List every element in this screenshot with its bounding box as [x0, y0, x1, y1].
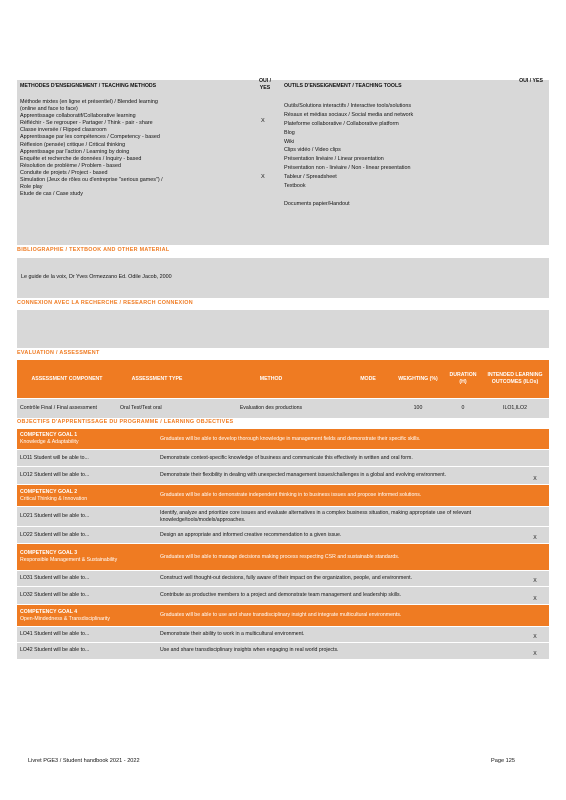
- learning-objective-code: LO22: [20, 531, 33, 538]
- teaching-tool-item: Textbook: [284, 183, 306, 190]
- learning-objective-mark: X: [521, 527, 549, 544]
- teaching-method-item: Apprentissage par les compétences / Competency - based: [20, 134, 160, 141]
- eval-header-component: ASSESSMENT COMPONENT: [17, 360, 117, 399]
- learning-objective-row: [17, 643, 549, 659]
- teaching-tool-item: Wiki: [284, 138, 295, 145]
- bibliography-text: Le guide de la voix, Dr Yves Ormezzano Ed. Odile Jacob, 2000: [21, 274, 172, 280]
- learning-objective-mark: X: [521, 587, 549, 605]
- teaching-method-item: Role play: [20, 184, 43, 191]
- competency-goal-mark: [521, 544, 549, 571]
- learning-objective-code: LO41: [20, 631, 33, 638]
- learning-objective-mark: X: [521, 571, 549, 587]
- teaching-tools-list: [284, 102, 514, 209]
- teaching-method-item: Classe inversée / Flipped classroom: [20, 127, 107, 134]
- footer-page-number: Page 125: [491, 758, 515, 764]
- competency-goal-mark: [521, 429, 549, 450]
- learning-objective-prefix: Student will be able to...: [34, 513, 90, 520]
- teaching-tools-yes-header: OUI / YES: [519, 78, 543, 84]
- competency-goal-text: Graduates will be able to use and share transdisciplinary insight and integrate multicultural environments.: [157, 605, 521, 627]
- learning-objective-row: [17, 507, 549, 527]
- eval-row-weighting: 100: [391, 399, 445, 418]
- teaching-method-item: Conduite de projets / Project - based: [20, 169, 108, 176]
- learning-objective-mark: X: [521, 467, 549, 485]
- evaluation-table: [17, 359, 549, 418]
- learning-objective-prefix: Student will be able to...: [34, 531, 90, 538]
- competency-goal-subtitle: Knowledge & Adaptability: [20, 439, 79, 445]
- competency-goal-name: COMPETENCY GOAL 1: [20, 432, 78, 439]
- eval-header-duration: DURATION (H): [445, 360, 481, 399]
- teaching-method-item: Simulation (Jeux de rôles ou d'entreprise "serious games") /: [20, 177, 163, 184]
- eval-row-method: Evaluation des productions: [197, 399, 345, 418]
- teaching-tools-header: OUTILS D'ENSEIGNEMENT / TEACHING TOOLS: [284, 83, 402, 89]
- teaching-methods-header: METHODES D'ENSEIGNEMENT / TEACHING METHODS: [20, 83, 157, 89]
- learning-objective-row: [17, 467, 549, 485]
- competency-goal-text: Graduates will be able to demonstrate independent thinking in to business issues and propose informed solutions.: [157, 485, 521, 507]
- learning-objective-code: LO21: [20, 513, 33, 520]
- learning-objective-prefix: Student will be able to...: [34, 472, 90, 479]
- competency-goal-subtitle: Critical Thinking & Innovation: [20, 495, 88, 502]
- eval-row-mode: [345, 399, 391, 418]
- learning-objective-mark: [521, 507, 549, 527]
- competency-goal-subtitle: Responsible Management & Sustainability: [20, 557, 118, 563]
- competency-goal-cell: [17, 485, 157, 507]
- learning-objective-prefix: Student will be able to...: [34, 631, 90, 638]
- learning-objective-text: Use and share transdisciplinary insights when engaging in real world projects.: [157, 643, 521, 659]
- competency-goal-cell: [17, 605, 157, 627]
- teaching-tool-item: Présentation linéaire / Linear presentation: [284, 156, 384, 163]
- method-mark-learning-by-doing: X: [261, 174, 265, 180]
- learning-objective-text: Demonstrate their flexibility in dealing with unexpected management issues/challenges in a global and evolving environment.: [157, 467, 521, 485]
- learning-objective-mark: X: [521, 643, 549, 659]
- learning-objective-label: [17, 627, 157, 643]
- research-title: CONNEXION AVEC LA RECHERCHE / RESEARCH CONNEXION: [17, 300, 193, 306]
- competency-goal-text: Graduates will be able to manage decisions making process respecting CSR and sustainable standards.: [157, 544, 521, 571]
- teaching-tool-item: Documents papier/Handout: [284, 200, 350, 207]
- eval-row-duration: 0: [445, 399, 481, 418]
- learning-objective-row: [17, 571, 549, 587]
- eval-header-method: METHOD: [197, 360, 345, 399]
- learning-objective-label: [17, 587, 157, 605]
- competency-goal-row: [17, 485, 549, 507]
- learning-objective-code: LO31: [20, 575, 33, 582]
- competency-goal-subtitle: Open-Mindedness & Transdisciplinarity: [20, 615, 110, 622]
- eval-header-weighting: WEIGHTING (%): [391, 360, 445, 399]
- competency-goal-text: Graduates will be able to develop thorough knowledge in management fields and demonstrate their specific skills.: [157, 429, 521, 450]
- teaching-methods-yes-header: OUI / YES: [258, 78, 272, 91]
- competency-goal-cell: [17, 429, 157, 450]
- learning-objective-label: [17, 643, 157, 659]
- learning-objective-label: [17, 450, 157, 467]
- learning-objective-mark: X: [521, 627, 549, 643]
- learning-objective-row: [17, 627, 549, 643]
- competency-goal-name: COMPETENCY GOAL 4: [20, 608, 78, 615]
- teaching-tool-item: Outils/Solutions interactifs / Interactive tools/solutions: [284, 103, 412, 109]
- teaching-tool-item: Résaux et médias sociaux / Social media and network: [284, 111, 414, 118]
- learning-objective-text: Identify, analyze and prioritize core issues and evaluate alternatives in a complex business situation, making appropriate use of relevant knowledge/tools/models/approaches.: [157, 507, 521, 527]
- learning-objective-row: [17, 527, 549, 544]
- eval-header-type: ASSESSMENT TYPE: [117, 360, 197, 399]
- research-panel: [17, 310, 549, 348]
- competency-goal-name: COMPETENCY GOAL 2: [20, 488, 78, 495]
- learning-objective-row: [17, 450, 549, 467]
- eval-header-outcomes: INTENDED LEARNING OUTCOMES (ILOs): [481, 360, 549, 399]
- teaching-method-item: Réflexion (pensée) critique / Critical thinking: [20, 141, 126, 148]
- teaching-methods-list: [20, 99, 250, 198]
- competency-goal-row: [17, 605, 549, 627]
- teaching-method-item: Apprentissage par l'action / Learning by doing: [20, 148, 130, 155]
- learning-objective-label: [17, 467, 157, 485]
- teaching-tool-item: Plateforme collaborative / Collaborative platform: [284, 120, 399, 127]
- teaching-method-item: Méthode mixtes (en ligne et présentiel) / Blended learning: [20, 99, 158, 105]
- footer-left: Livret PGE3 / Student handbook 2021 - 2022: [28, 758, 140, 764]
- eval-row-component: Contrôle Final / Final assessment: [17, 399, 117, 418]
- learning-objective-prefix: Student will be able to...: [34, 575, 90, 582]
- teaching-method-item: Etude de cas / Case study: [20, 191, 83, 198]
- learning-objective-code: LO32: [20, 592, 33, 599]
- teaching-method-item: Résolution de problème / Problem - based: [20, 162, 121, 169]
- learning-objective-mark: [521, 450, 549, 467]
- learning-objective-text: Demonstrate context-specific knowledge of business and communicate this effectively in written and oral form.: [157, 450, 521, 467]
- teaching-method-item: Apprentissage collaboratif/Collaborative learning: [20, 113, 136, 120]
- eval-row-type: Oral Test/Test oral: [117, 399, 197, 418]
- competency-goal-row: [17, 429, 549, 450]
- learning-objective-code: LO42: [20, 647, 33, 654]
- learning-objective-label: [17, 527, 157, 544]
- teaching-tool-item: [284, 191, 514, 200]
- objectives-title: OBJECTIFS D'APPRENTISSAGE DU PROGRAMME / LEARNING OBJECTIVES: [17, 419, 234, 425]
- learning-objective-text: Design an appropriate and informed creative recommendation to a given issue.: [157, 527, 521, 544]
- teaching-tool-item: Présentation non - linéaire / Non - linear presentation: [284, 165, 411, 172]
- teaching-tool-item: Blog: [284, 129, 295, 136]
- learning-objective-code: LO11: [20, 454, 33, 461]
- learning-objective-code: LO12: [20, 472, 33, 479]
- method-mark-collaborative: X: [261, 118, 265, 124]
- learning-objective-text: Construct well thought-out decisions, fully aware of their impact on the organization, people, and environment.: [157, 571, 521, 587]
- competency-goal-name: COMPETENCY GOAL 3: [20, 550, 78, 557]
- teaching-method-item: Réfléchir - Se regrouper - Partager / Think - pair - share: [20, 120, 153, 127]
- eval-header-mode: MODE: [345, 360, 391, 399]
- learning-objective-prefix: Student will be able to...: [34, 647, 90, 654]
- eval-row-outcomes: ILO1,ILO2: [481, 399, 549, 418]
- learning-objective-label: [17, 571, 157, 587]
- teaching-method-item: Enquête et recherche de données / Inquiry - based: [20, 155, 142, 162]
- learning-objective-label: [17, 507, 157, 527]
- objectives-table: [17, 428, 549, 659]
- teaching-tool-item: Tableur / Spreadsheet: [284, 174, 337, 181]
- competency-goal-row: [17, 544, 549, 571]
- competency-goal-mark: [521, 605, 549, 627]
- bibliography-title: BIBLIOGRAPHIE / TEXTBOOK AND OTHER MATERIAL: [17, 247, 170, 253]
- bibliography-panel: [17, 258, 549, 298]
- learning-objective-prefix: Student will be able to...: [33, 454, 89, 461]
- learning-objective-text: Contribute as productive members to a project and demonstrate team management and leadership skills.: [157, 587, 521, 605]
- competency-goal-mark: [521, 485, 549, 507]
- teaching-method-item: (online and face to face): [20, 106, 78, 113]
- learning-objective-prefix: Student will be able to...: [34, 592, 90, 599]
- competency-goal-cell: [17, 544, 157, 571]
- learning-objective-text: Demonstrate their ability to work in a multicultural environment.: [157, 627, 521, 643]
- evaluation-title: EVALUATION / ASSESSMENT: [17, 350, 100, 356]
- teaching-tool-item: Clips vidéo / Video clips: [284, 147, 341, 154]
- learning-objective-row: [17, 587, 549, 605]
